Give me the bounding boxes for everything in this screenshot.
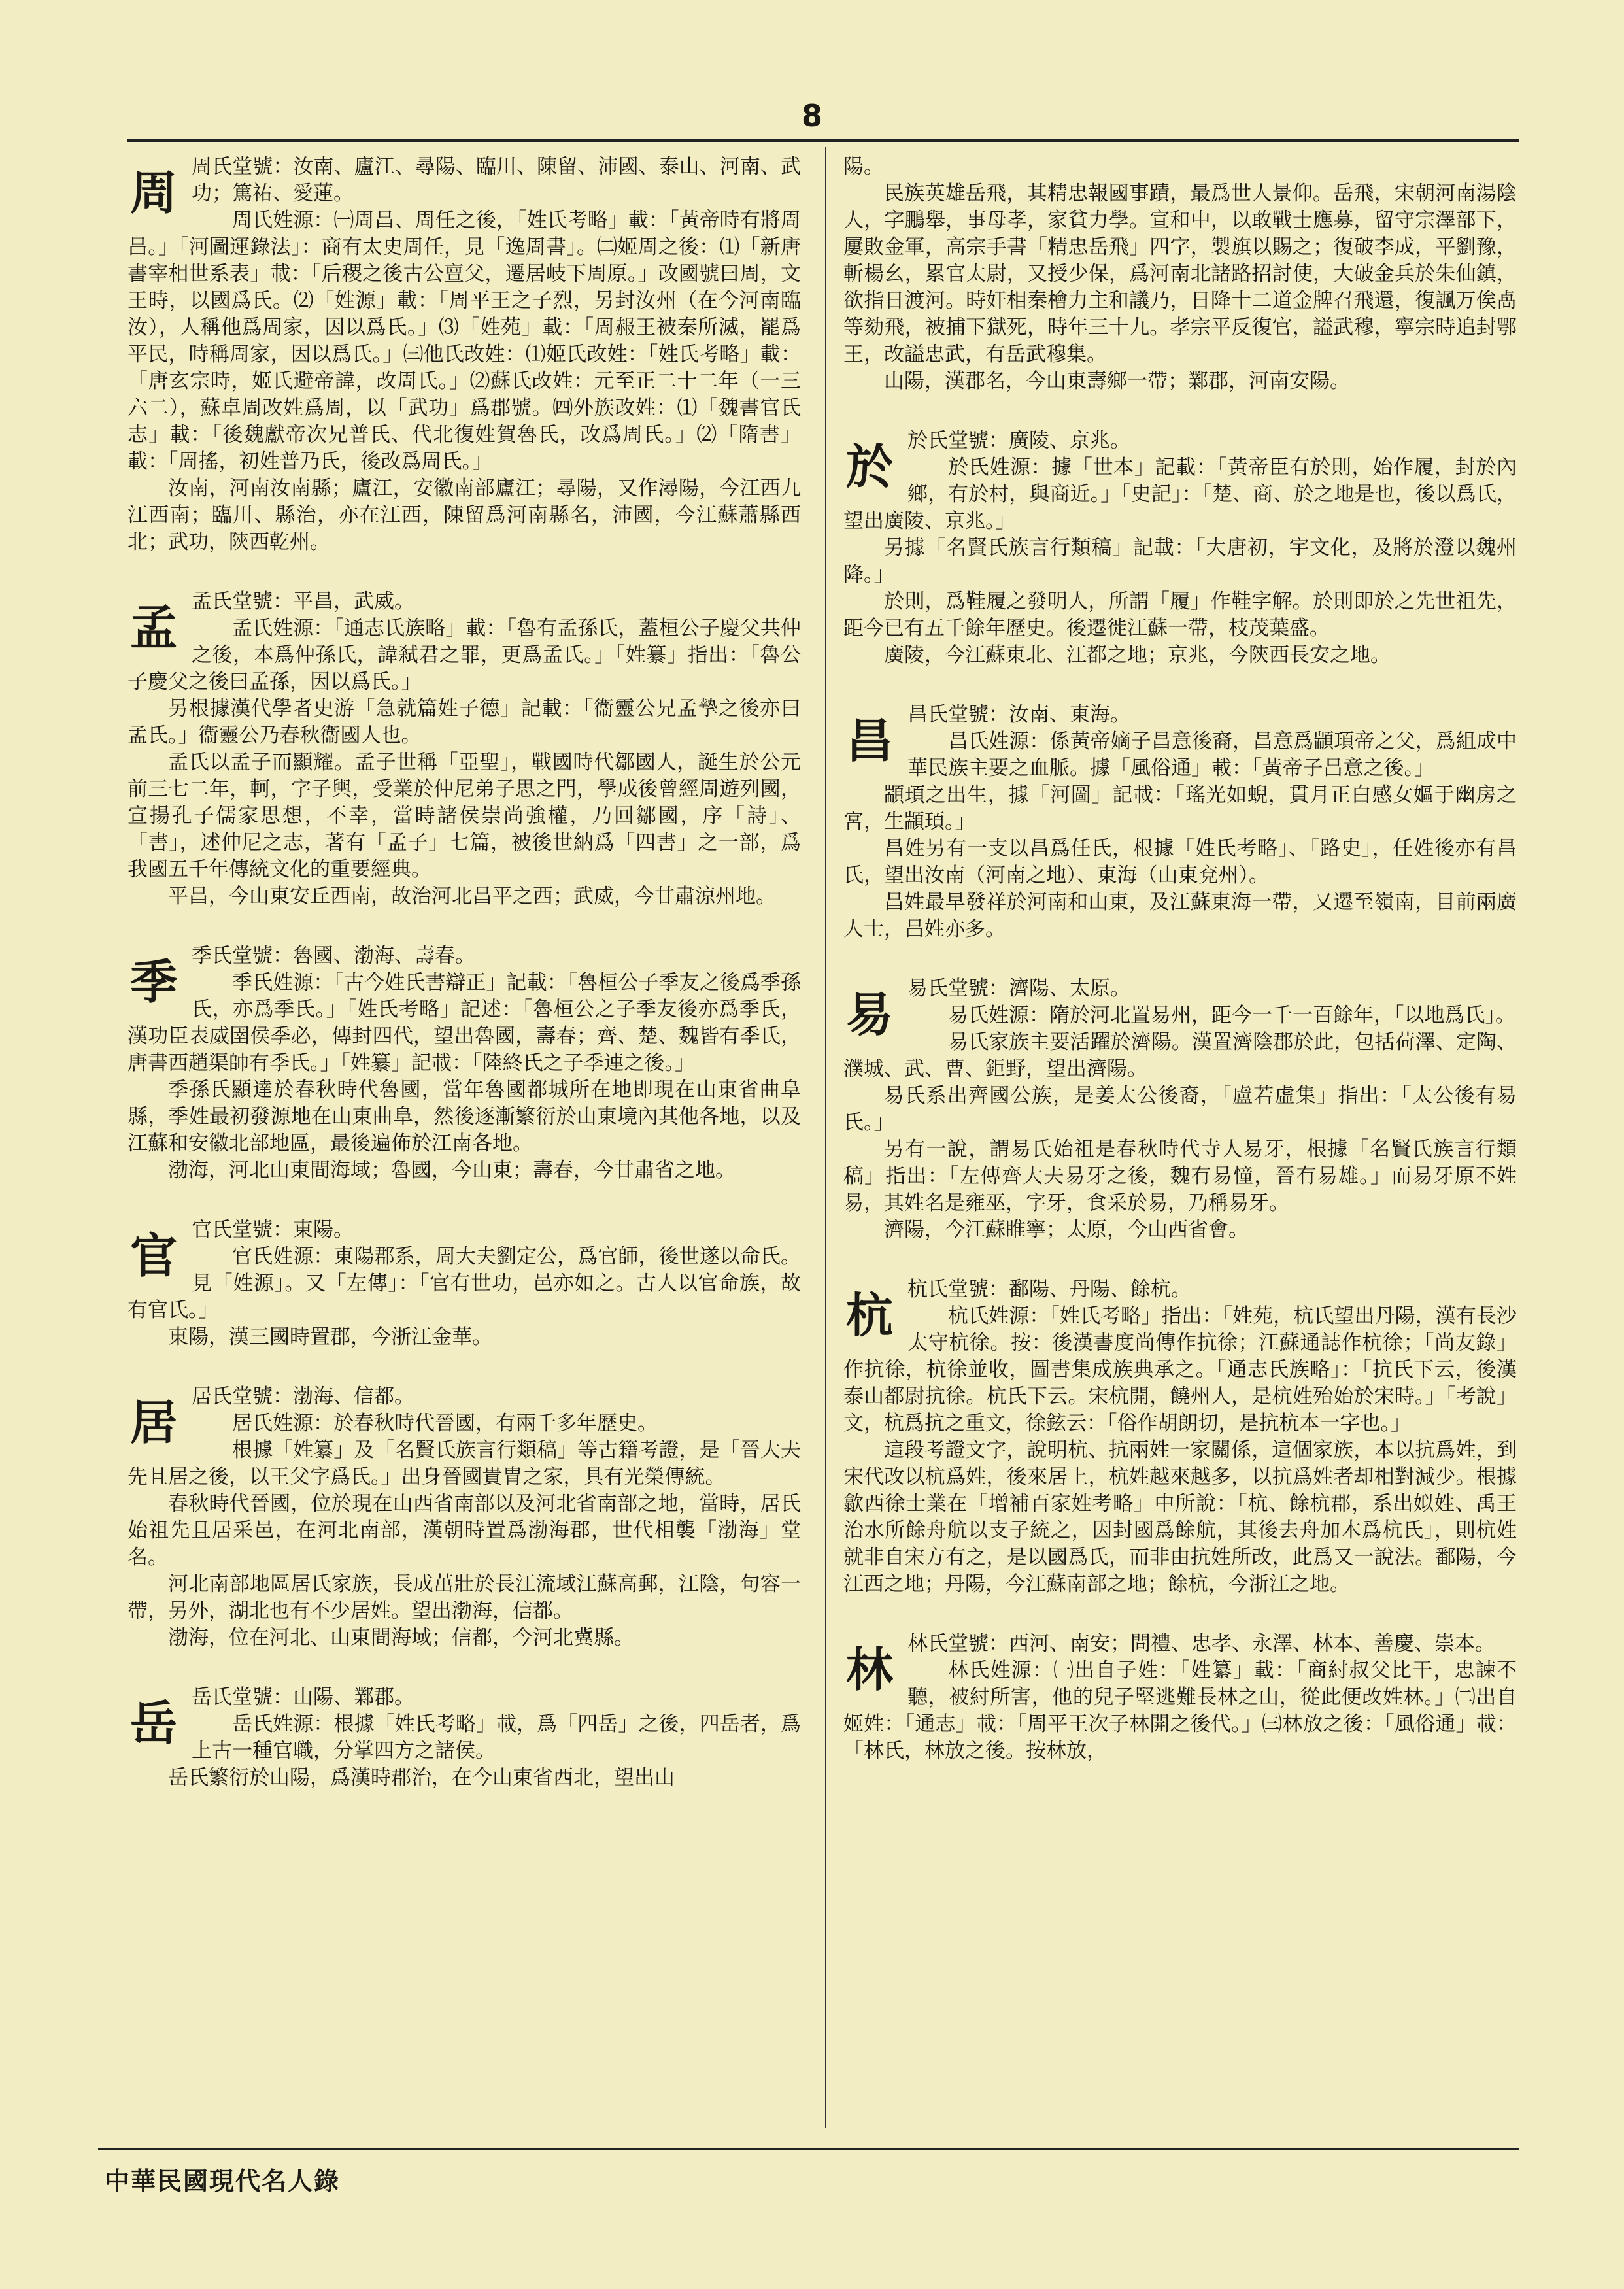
surname-entry [127,1684,801,1791]
paragraph: 渤海，位在河北、山東間海域；信都，今河北冀縣。 [168,1626,634,1650]
paragraph: 這段考證文字，說明杭、抗兩姓一家關係，這個家族，本以抗爲姓，到宋代改以杭爲姓，後來居上，杭姓越來越多，以抗爲姓者却相對減少。根據歙西徐士業在「增補百家姓考略」中所說：「杭、餘杭郡，系出姒姓、禹王治水所餘舟航以支子統之，因封國爲餘航，其後去舟加木爲杭氏」，則杭姓就非自宋方有之，是以國爲氏，而非由抗姓所改，此爲又一說法。鄱陽，今江西之地；丹陽，今江蘇南部之地；餘杭，今浙江之地。 [843,1438,1517,1596]
surname-heading: 居 [129,1395,177,1450]
page-number: 8 [801,98,822,133]
hall-name-line: 昌氏堂號：汝南、東海。 [907,703,1130,726]
paragraph: 孟氏姓源：「通志氏族略」載：「魯有孟孫氏，蓋桓公子慶父共仲之後，本爲仲孫氏，諱弒君之罪，更爲孟氏。」「姓纂」指出：「魯公子慶父之後曰孟孫，因以爲氏。」 [127,617,801,694]
paragraph: 居氏姓源：於春秋時代晉國，有兩千多年歷史。 [232,1412,658,1435]
paragraph: 另有一說，謂易氏始祖是春秋時代寺人易牙，根據「名賢氏族言行類稿」指出：「左傳齊大夫易牙之後，魏有易憧，晉有易雄。」而易牙原不姓易，其姓名是雍巫，字牙，食采於易，乃稱易牙。 [843,1138,1517,1215]
paragraph: 易氏姓源：隋於河北置易州，距今一千一百餘年，「以地爲氏」。 [948,1004,1515,1027]
paragraph: 官氏姓源：東陽郡系，周大夫劉定公，爲官師，後世遂以命氏。見「姓源」。又「左傳」：「官有世功，邑亦如之。古人以官命族，故有官氏。」 [127,1245,801,1322]
paragraph: 顓頊之出生，據「河圖」記載：「瑤光如蜺，貫月正白感女嫗于幽房之宮，生顓頊。」 [843,783,1517,834]
paragraph: 春秋時代晉國，位於現在山西省南部以及河北省南部之地，當時，居氏始祖先且居采邑，在河北南部，漢朝時置爲渤海郡，世代相襲「渤海」堂名。 [127,1492,801,1569]
paragraph: 河北南部地區居氏家族，長成茁壯於長江流域江蘇高郵，江陰，句容一帶，另外，湖北也有不少居姓。望出渤海，信都。 [127,1572,801,1623]
hall-name-line: 孟氏堂號：平昌，武威。 [192,590,414,613]
surname-entry [127,154,801,556]
hall-name-line: 林氏堂號：西河、南安；問禮、忠孝、永澤、林本、善慶、崇本。 [907,1632,1495,1655]
paragraph: 陽。 [843,155,884,178]
paragraph: 東陽，漢三國時置郡，今浙江金華。 [168,1325,492,1349]
surname-heading: 岳 [129,1695,177,1751]
surname-heading: 官 [129,1228,177,1283]
surname-entry [843,702,1517,943]
paragraph: 民族英雄岳飛，其精忠報國事蹟，最爲世人景仰。岳飛，宋朝河南湯陰人，字鵬舉，事母孝，家貧力學。宣和中，以敢戰士應募，留守宗澤部下，屢敗金軍，高宗手書「精忠岳飛」四字，製旗以賜之；復破李成，平劉豫，斬楊幺，累官太尉，又授少保，爲河南北諸路招討使，大破金兵於朱仙鎮，欲指日渡河。時奸相秦檜力主和議乃，日降十二道金牌召飛還，復諷万俟卨等劾飛，被捕下獄死，時年三十九。孝宗平反復官，謚武穆，寧宗時追封鄂王，改謚忠武，有岳武穆集。 [843,182,1517,366]
paragraph: 易氏系出齊國公族，是姜太公後裔，「盧若虛集」指出：「太公後有易氏。」 [843,1084,1517,1134]
surname-heading: 季 [129,954,177,1009]
hall-name-line: 周氏堂號：汝南、廬江、尋陽、臨川、陳留、沛國、泰山、河南、武功；篤祐、愛蓮。 [192,155,801,205]
paragraph: 濟陽，今江蘇睢寧；太原，今山西省會。 [884,1218,1249,1242]
column-divider [825,147,826,2128]
paragraph: 汝南，河南汝南縣；廬江，安徽南部廬江；尋陽，又作潯陽，今江西九江西南；臨川、縣治，亦在江西，陳留爲河南縣名，沛國，今江蘇蕭縣西北；武功，陝西乾州。 [127,477,801,554]
surname-heading: 易 [845,987,893,1042]
paragraph: 平昌，今山東安丘西南，故治河北昌平之西；武威，今甘肅涼州地。 [168,885,776,908]
footer-rule [98,2148,1519,2150]
surname-entry [843,1631,1517,1765]
paragraph: 根據「姓纂」及「名賢氏族言行類稿」等古籍考證，是「晉大夫先且居之後，以王父字爲氏。」出身晉國貴胄之家，具有光榮傳統。 [127,1438,801,1489]
surname-entry [127,588,801,910]
paragraph: 昌氏姓源：係黃帝嫡子昌意後裔，昌意爲顓頊帝之父，爲組成中華民族主要之血脈。據「風俗通」載：「黃帝子昌意之後。」 [907,730,1517,780]
hall-name-line: 官氏堂號：東陽。 [192,1218,354,1242]
surname-entry [843,975,1517,1244]
footer-title: 中華民國現代名人錄 [105,2167,341,2196]
paragraph: 林氏姓源：㈠出自子姓：「姓纂」載：「商紂叔父比干，忠諫不聽，被紂所害，他的兒子堅逃難長林之山，從此便改姓林。」㈡出自姬姓：「通志」載：「周平王次子林開之後代。」㈢林放之後：「風俗通」載：「林氏，林放之後。按林放， [843,1659,1517,1763]
surname-heading: 昌 [845,713,893,768]
paragraph: 周氏姓源：㈠周昌、周任之後，「姓氏考略」載：「黃帝時有將周昌。」「河圖運錄法」：商有太史周任，見「逸周書」。㈡姬周之後：⑴「新唐書宰相世系表」載：「后稷之後古公亶父，遷居岐下周原。」改國號曰周，文王時，以國爲氏。⑵「姓源」載：「周平王之子烈，另封汝州（在今河南臨汝），人稱他爲周家，因以爲氏。」⑶「姓苑」載：「周赧王被秦所滅，罷爲平民，時稱周家，因以爲氏。」㈢他氏改姓：⑴姬氏改姓：「姓氏考略」載：「唐玄宗時，姬氏避帝諱，改周氏。」⑵蘇氏改姓：元至正二十二年（一三六二），蘇卓周改姓爲周，以「武功」爲郡號。㈣外族改姓：⑴「魏書官氏志」載：「後魏獻帝次兄普氏、代北復姓賀魯氏，改爲周氏。」⑵「隋書」載：「周搖，初姓普乃氏，後改爲周氏。」 [127,209,801,473]
paragraph: 易氏家族主要活躍於濟陽。漢置濟陰郡於此，包括荷澤、定陶、濮城、武、曹、鉅野，望出濟陽。 [843,1030,1517,1081]
hall-name-line: 岳氏堂號：山陽、鄴郡。 [192,1686,414,1709]
paragraph: 於氏姓源：據「世本」記載：「黃帝臣有於則，始作履，封於內鄉，有於村，與商近。」「史記」：「楚、商、於之地是也，後以爲氏，望出廣陵、京兆。」 [843,456,1517,533]
paragraph: 孟氏以孟子而顯耀。孟子世稱「亞聖」，戰國時代鄒國人，誕生於公元前三七二年，軻，字子輿，受業於仲尼弟子思之門，學成後曾經周遊列國，宣揚孔子儒家思想，不幸，當時諸侯崇尚強權，乃回鄒國，序「詩」、「書」，述仲尼之志，著有「孟子」七篇，被後世納爲「四書」之一部，爲我國五千年傳統文化的重要經典。 [127,751,801,881]
paragraph: 杭氏姓源：「姓氏考略」指出：「姓苑，杭氏望出丹陽，漢有長沙太守杭徐。按：後漢書度尚傳作抗徐；江蘇通誌作杭徐；「尚友錄」作抗徐，杭徐並收，圖書集成族典承之。「通志氏族略」：「抗氏下云，後漢泰山都尉抗徐。杭氏下云。宋杭開，饒州人，是杭姓殆始於宋時。」「考說」文，杭爲抗之重文，徐鉉云：「俗作胡朗切，是抗杭本一字也。」 [843,1304,1517,1435]
paragraph: 季氏姓源：「古今姓氏書辯正」記載：「魯桓公子季友之後爲季孫氏，亦爲季氏。」「姓氏考略」記述：「魯桓公之子季友後亦爲季氏，漢功臣表威圉侯季必，傳封四代，望出魯國，壽春；齊、楚、魏皆有季氏，唐書西趙渠帥有季氏。」「姓纂」記載：「陸終氏之子季連之後。」 [127,971,801,1075]
paragraph: 廣陵，今江蘇東北、江都之地；京兆，今陝西長安之地。 [884,643,1391,667]
paragraph: 山陽，漢郡名，今山東壽鄉一帶；鄴郡，河南安陽。 [884,369,1350,393]
surname-entry [843,154,1517,395]
surname-heading: 周 [129,165,177,220]
surname-entry [843,1276,1517,1598]
paragraph: 於則，爲鞋履之發明人，所謂「履」作鞋字解。於則即於之先世祖先，距今已有五千餘年歷史。後遷徙江蘇一帶，枝茂葉盛。 [843,590,1517,640]
paragraph: 昌姓另有一支以昌爲任氏，根據「姓氏考略」、「路史」，任姓後亦有昌氏，望出汝南（河南之地）、東海（山東兗州）。 [843,837,1517,887]
hall-name-line: 居氏堂號：渤海、信都。 [192,1385,414,1408]
paragraph: 季孫氏顯達於春秋時代魯國，當年魯國都城所在地即現在山東省曲阜縣，季姓最初發源地在山東曲阜，然後逐漸繁衍於山東境內其他各地，以及江蘇和安徽北部地區，最後遍佈於江南各地。 [127,1078,801,1155]
surname-entry [127,1383,801,1652]
header-rule [127,139,1519,142]
surname-heading: 林 [845,1642,893,1697]
surname-heading: 於 [845,439,893,494]
surname-entry [127,1217,801,1351]
hall-name-line: 易氏堂號：濟陽、太原。 [907,977,1130,1000]
paragraph: 岳氏繁衍於山陽，爲漢時郡治，在今山東省西北，望出山 [168,1766,675,1789]
right-column [843,154,1517,1797]
surname-entry [127,943,801,1184]
left-column [127,154,801,1824]
surname-heading: 杭 [845,1287,893,1343]
paragraph: 另據「名賢氏族言行類稿」記載：「大唐初，宇文化，及將於澄以魏州降。」 [843,536,1517,586]
surname-heading: 孟 [129,600,177,655]
surname-entry [843,428,1517,669]
hall-name-line: 杭氏堂號：鄱陽、丹陽、餘杭。 [907,1278,1191,1301]
hall-name-line: 於氏堂號：廣陵、京兆。 [907,429,1130,452]
paragraph: 昌姓最早發祥於河南和山東，及江蘇東海一帶，又遷至嶺南，目前兩廣人士，昌姓亦多。 [843,890,1517,941]
paragraph: 渤海，河北山東間海域；魯國，今山東；壽春，今甘肅省之地。 [168,1159,736,1182]
paragraph: 岳氏姓源：根據「姓氏考略」載，爲「四岳」之後，四岳者，爲上古一種官職，分掌四方之諸侯。 [192,1712,801,1763]
hall-name-line: 季氏堂號：魯國、渤海、壽春。 [192,944,475,968]
paragraph: 另根據漢代學者史游「急就篇姓子德」記載：「衞靈公兄孟摯之後亦曰孟氏。」衞靈公乃春秋衞國人也。 [127,697,801,747]
